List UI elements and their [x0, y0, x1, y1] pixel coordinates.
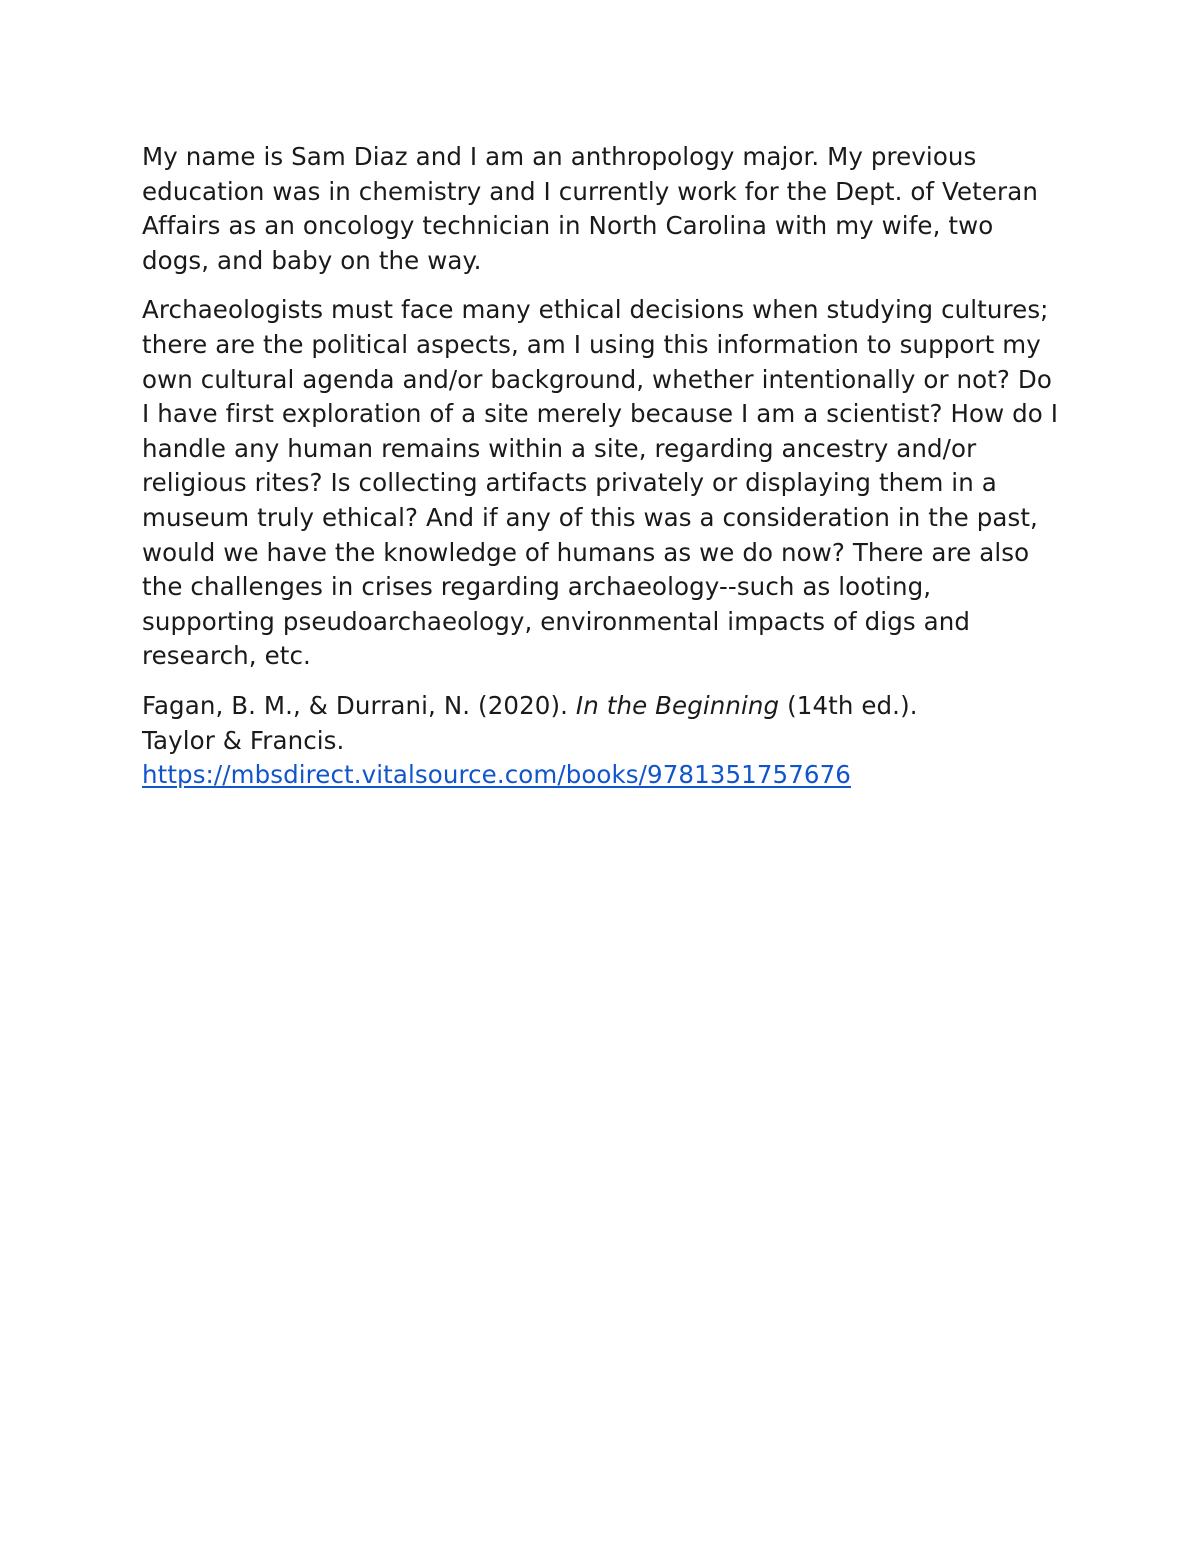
reference-authors-year: Fagan, B. M., & Durrani, N. (2020). — [142, 690, 576, 720]
reference-citation — [142, 689, 1062, 793]
reference-first-line — [142, 689, 1062, 724]
reference-edition: (14th ed.). — [779, 690, 918, 720]
reference-url-link[interactable]: https://mbsdirect.vitalsource.com/books/9781351757676 — [142, 760, 851, 790]
reference-publisher: Taylor & Francis. — [142, 725, 345, 755]
essay-paragraph: Archaeologists must face many ethical decisions when studying cultures; there are the political aspects, am I using this information to support my own cultural agenda and/or background, whether intentionally or not? Do I have first exploration of a site merely because I am a scientist? How do I handle any human remains within a site, regarding ancestry and/or religious rites? Is collecting artifacts privately or displaying them in a museum truly ethical? And if any of this was a consideration in the past, would we have the knowledge of humans as we do now? There are also the challenges in crises regarding archaeology--such as looting, supporting pseudoarchaeology, environmental impacts of digs and research, etc. — [142, 295, 1059, 671]
reference-book-title: In the Beginning — [575, 690, 780, 720]
intro-paragraph: My name is Sam Diaz and I am an anthropology major. My previous education was in chemistry and I currently work for the Dept. of Veteran Affairs as an oncology technician in North Carolina with my wife, two dogs, and baby on the way. — [142, 142, 1038, 275]
document-body — [142, 140, 1062, 808]
